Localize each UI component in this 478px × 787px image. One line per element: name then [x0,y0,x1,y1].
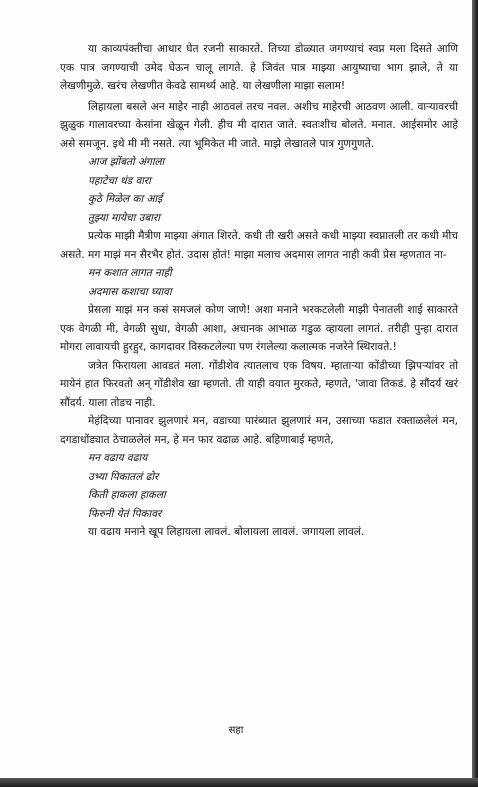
paragraph-5: जत्रेत फिरायला आवडतं मला. गोंडीशेव त्यातलाच एक विषय. म्हाताऱ्या कोंडीच्या झिपऱ्यांवर तो मायेनं हात फिरवतो अन् गोंडीशेव खा म्हणतो. ती याही वयात मुरकते, म्हणते, 'जावा तिकडं. हे सौंदर्य खरं सौंदर्य. याला तोडच नाही. [60,359,458,409]
poem-3 [60,449,458,523]
poem-3-line-1: मन वढाय वढाय [88,452,148,464]
poem-3-line-3: किती हाकला हाकला [88,489,166,501]
page-text [60,40,458,542]
paragraph-1: या काव्यपंक्तीचा आधार घेत रजनी साकारते. तिच्या डोळ्यात जगण्याचं स्वप्न मला दिसते आणि एक पात्र जगण्याची उमेद घेऊन चालू लागते. हे जिवंत पात्र माझ्या आयुष्याचा भाग झाले, ते या लेखणीमुळे. खरंच लेखणीत केवढे सामर्थ्य आहे. या लेखणीला माझा सलाम! [60,43,458,92]
poem-1-line-4: तुझ्या मायेचा उबारा [88,211,160,224]
poem-2-line-1: मन कशात लागत नाही [88,267,172,279]
paragraph-7: या वढाय मनाने खूप लिहायला लावलं. बोलायला लावलं. जगायला लावलं. [88,526,365,538]
poem-3-line-2: उभ्या पिकातलं ढोर [88,470,159,483]
poem-1-line-1: आज झोंबतो अंगाला [88,156,165,168]
paragraph-3: प्रत्येक माझी मैत्रीण माझ्या अंगात शिरते. कधी ती खरी असते कधी माझ्या स्वप्नातली तर कधी मीच असते. मग माझं मन सैरभैर होतं. उदास होतं! माझा मलाच अदमास लागत नाही कवी प्रेस म्हणतात ना- [60,230,458,261]
paragraph-6: मेहंदिच्या पानावर झुलणारं मन, वडाच्या पारंब्यात झुलणारं मन, उसाच्या फडात रक्ताळलेलं मन, दगडाधोंड्यात ठेचाळलेलं मन, हे मन फार वढाळ आहे. बहिणाबाई म्हणते, [60,415,459,446]
scan-edge-bottom [0,778,478,787]
poem-2-line-2: अदमास कशाचा घ्यावा [88,285,172,298]
poem-1-line-3: कुठे मिळेल का आई [88,193,163,205]
poem-1-line-2: पहाटेचा थंड वारा [88,174,151,187]
paragraph-2: लिहायला बसले अन माहेर नाही आठवलं तरच नवल. अशीच माहेरची आठवण आली. वाऱ्यावरची झुळुक गालावरच्या केसांना खेळून गेली. हीच मी दारात जाते. स्वतःशीच बोलते. मनात. आईसमोर आहे असे समजून. इथे मी मी नसते. त्या भूमिकेत मी जाते. माझे लेखातले पात्र गुणगुणते. [60,100,458,150]
poem-3-line-4: फिरुनी येतं पिकावर [88,507,162,520]
page-number: सहा [228,725,244,736]
poem-2 [60,264,458,301]
scan-edge-right [472,0,478,787]
paragraph-4: प्रेसला माझं मन कसं समजलं कोण जाणे! अशा मनाने भरकटलेली माझी पेनातली शाई साकारते एक वेगळी मी, वेगळी सुधा, वेगळी आशा, अचानक आभाळ गडुळ व्हायला लागतं. तरीही पुन्हा दारात मोगरा लावायची हुरहुर, कागदावर विस्कटलेल्या पण रंगलेल्या कलात्मक नजरेने स्थिरावते.! [60,304,458,353]
poem-1 [60,153,458,227]
